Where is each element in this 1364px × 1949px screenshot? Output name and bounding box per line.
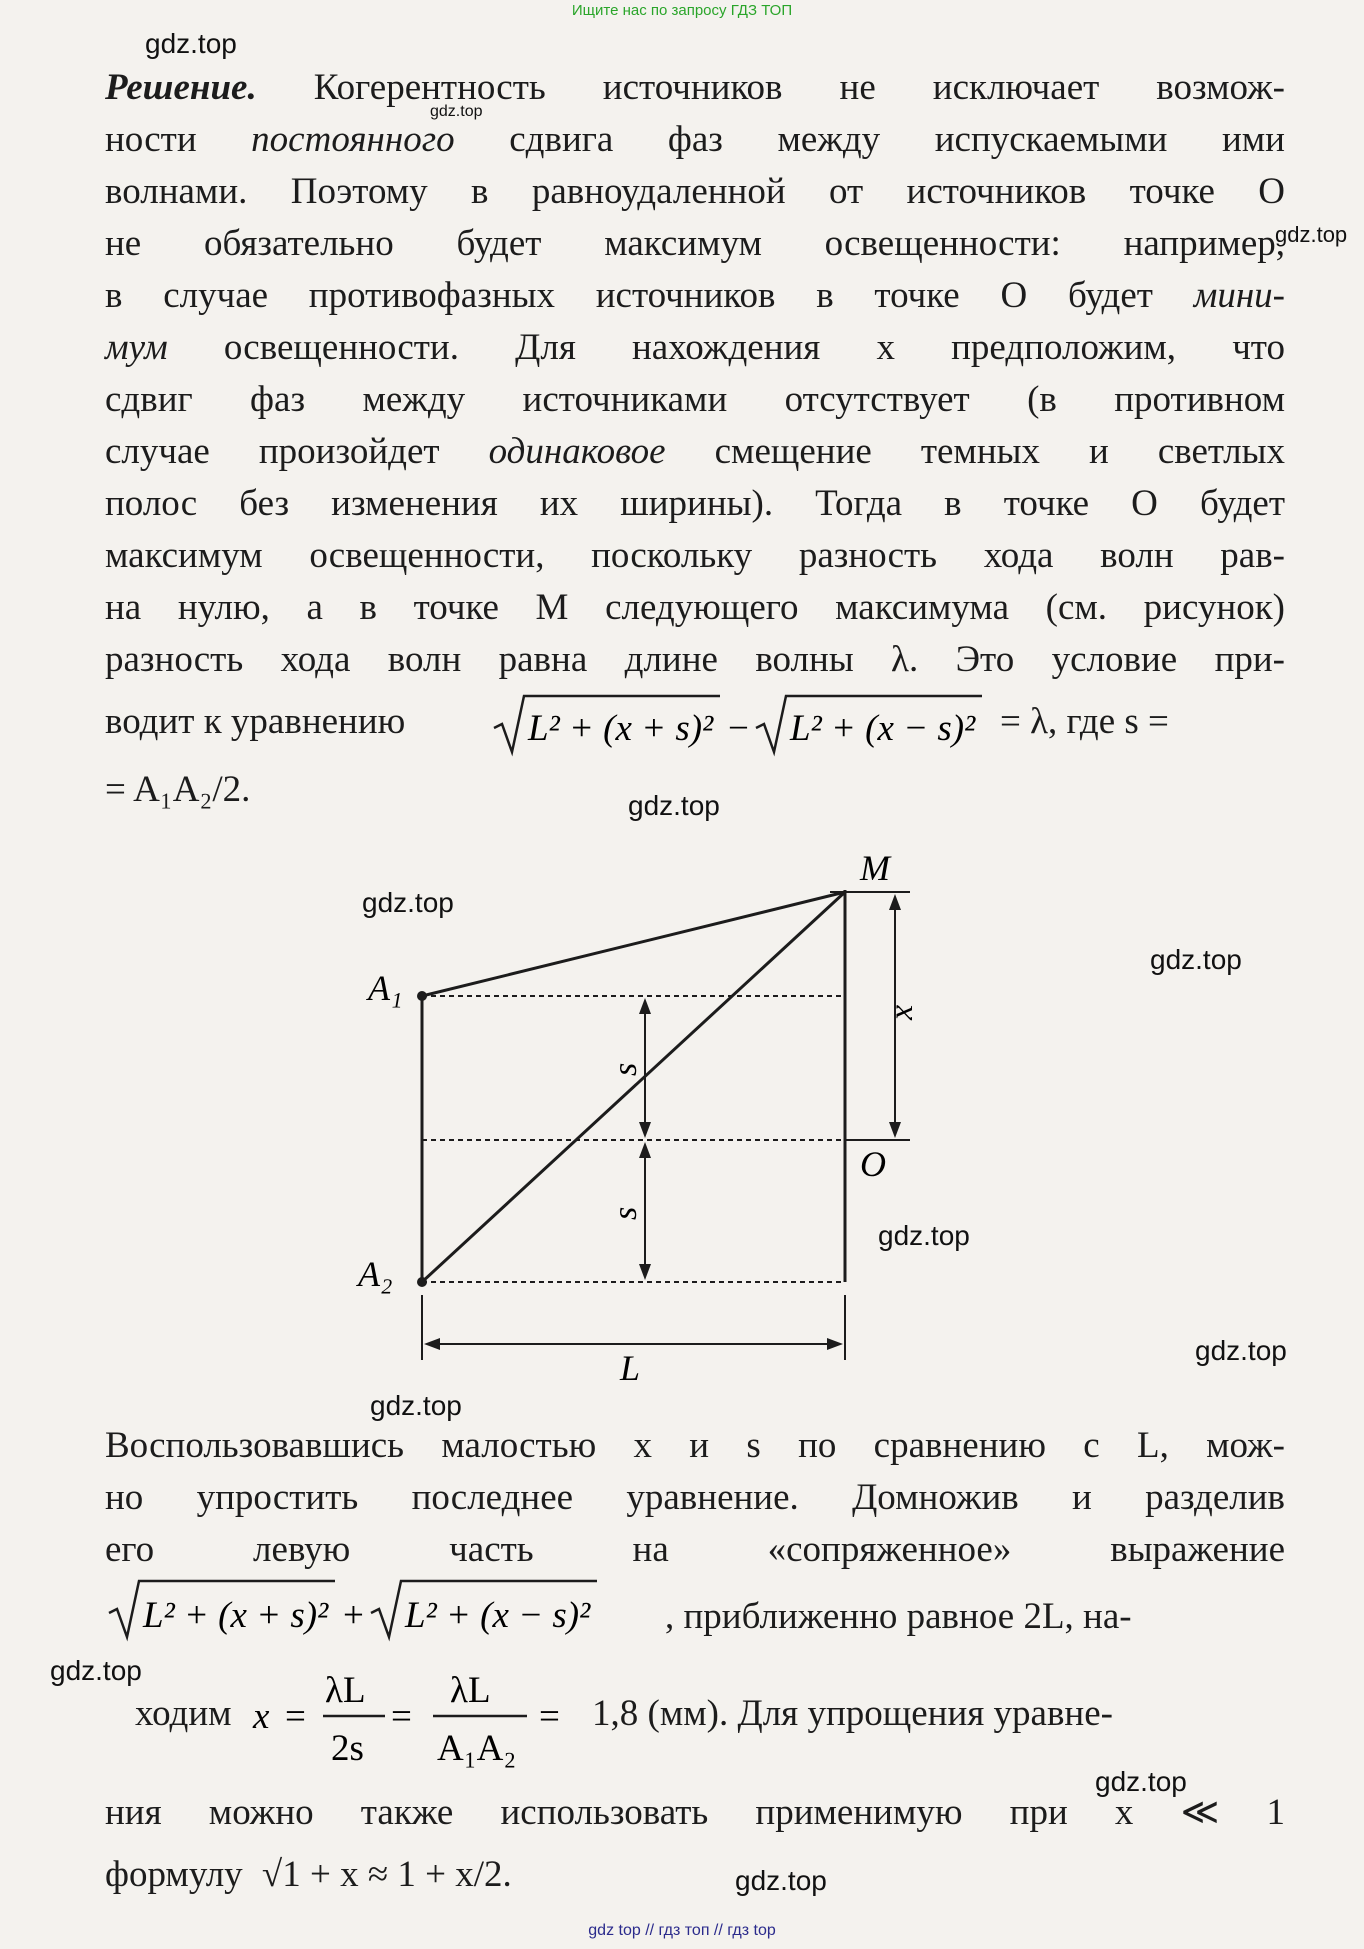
- point-A1: [417, 991, 427, 1001]
- text: случае произойдет: [105, 431, 489, 472]
- arrowhead: [424, 1338, 440, 1350]
- watermark: gdz.top: [145, 28, 237, 59]
- minus-sign: −: [728, 708, 749, 749]
- watermark: gdz.top: [735, 1865, 827, 1896]
- text: водит к уравнению: [105, 701, 406, 742]
- watermark: gdz.top: [1195, 1335, 1287, 1366]
- approx-formula: √1 + x ≈ 1 + x/2.: [261, 1854, 512, 1895]
- watermark: gdz.top: [1275, 222, 1348, 247]
- equals-sign: =: [285, 1696, 306, 1737]
- solution-heading: Решение.: [105, 67, 257, 108]
- emphasis: одинаковое: [488, 431, 666, 472]
- text-line: не обязательно будет максимум освещенности: например,: [105, 223, 1285, 264]
- arrowhead: [827, 1338, 843, 1350]
- arrowhead: [639, 998, 651, 1014]
- root-term-2: L² + (x − s)²: [405, 1595, 591, 1636]
- ray-A2-M: [422, 892, 845, 1282]
- label-L: L: [620, 1348, 641, 1388]
- equation-root-difference: [490, 690, 990, 760]
- arrowhead: [889, 1122, 901, 1138]
- text-line: ния можно также использовать применимую при x ≪ 1: [105, 1792, 1285, 1833]
- root-term-1: L² + (x + s)²: [528, 708, 714, 749]
- text-line: [105, 62, 1285, 114]
- text-line: его левую часть на «сопряженное» выражение: [105, 1529, 1285, 1570]
- result-fraction: [245, 1660, 625, 1780]
- label-A1: A₁: [368, 968, 403, 1008]
- text: ходим: [135, 1693, 232, 1734]
- text-line: = A₁A₂/2.: [105, 769, 251, 810]
- watermark: gdz.top: [370, 1390, 462, 1421]
- equation-line: [105, 700, 405, 743]
- arrowhead: [639, 1142, 651, 1158]
- equals-sign: =: [539, 1696, 560, 1737]
- emphasis: постоянного: [251, 119, 455, 160]
- text-line: [105, 270, 1285, 322]
- text-line: , приближенно равное 2L, на-: [665, 1596, 1132, 1637]
- watermark: gdz.top: [878, 1220, 970, 1251]
- watermark: gdz.top: [430, 103, 483, 120]
- text: 1,8 (мм). Для упрощения уравне-: [592, 1693, 1113, 1734]
- numerator-2: λL: [450, 1670, 491, 1711]
- watermark: gdz.top: [1150, 944, 1242, 975]
- text: смещение темных и светлых: [665, 431, 1285, 472]
- denominator-1: 2s: [331, 1728, 364, 1769]
- text-line: максимум освещенности, поскольку разность хода волн рав-: [105, 535, 1285, 576]
- text: Когерентность источников не исключает возмож-: [313, 67, 1285, 108]
- text: в случае противофазных источников в точке O будет: [105, 275, 1194, 316]
- text: сдвига фаз между испускаемыми ими: [454, 119, 1285, 160]
- label-x: x: [883, 1004, 920, 1020]
- text-line: полос без изменения их ширины). Тогда в точке O будет: [105, 483, 1285, 524]
- root-term-2: L² + (x − s)²: [790, 708, 976, 749]
- text-line: [105, 322, 1285, 374]
- ray-A1-M: [422, 892, 845, 996]
- text-line: но упростить последнее уравнение. Домножив и разделив: [105, 1477, 1285, 1518]
- text-line: на нулю, а в точке M следующего максимума (см. рисунок): [105, 587, 1285, 628]
- plus-sign: +: [343, 1595, 364, 1636]
- label-O: O: [860, 1144, 886, 1184]
- text: формулу: [105, 1854, 243, 1895]
- arrowhead: [639, 1122, 651, 1138]
- text-line: [105, 1853, 512, 1896]
- root-term-1: L² + (x + s)²: [143, 1595, 329, 1636]
- equals-sign: =: [391, 1696, 412, 1737]
- footer: gdz top // гдз топ // гдз top: [588, 1922, 776, 1939]
- text: освещенности. Для нахождения x предположим, что: [167, 327, 1285, 368]
- arrowhead: [639, 1264, 651, 1280]
- conjugate-expression: [105, 1575, 675, 1645]
- label-s-upper: s: [607, 1062, 644, 1076]
- equation-rhs: = λ, где s =: [1000, 701, 1169, 742]
- arrowhead: [889, 894, 901, 910]
- denominator-2: A₁A₂: [437, 1728, 517, 1769]
- text-line: [105, 114, 1285, 166]
- label-s-lower: s: [607, 1206, 644, 1220]
- watermark: gdz.top: [362, 887, 454, 918]
- emphasis: мини-: [1193, 275, 1285, 316]
- watermark: gdz.top: [1095, 1766, 1187, 1797]
- numerator-1: λL: [325, 1670, 366, 1711]
- text-line: сдвиг фаз между источниками отсутствует (в противном: [105, 379, 1285, 420]
- var-x: x: [253, 1696, 270, 1737]
- geometry-diagram: [340, 840, 940, 1390]
- text-line: Воспользовавшись малостью x и s по сравнению с L, мож-: [105, 1425, 1285, 1466]
- watermark: gdz.top: [628, 790, 720, 821]
- emphasis: мум: [105, 327, 168, 368]
- text-line: [105, 426, 1285, 478]
- text-line: волнами. Поэтому в равноудаленной от источников точке O: [105, 171, 1285, 212]
- point-A2: [417, 1277, 427, 1287]
- top-banner: Ищите нас по запросу ГДЗ ТОП: [571, 2, 793, 19]
- text-line: разность хода волн равна длине волны λ. Это условие при-: [105, 639, 1285, 680]
- watermark: gdz.top: [50, 1655, 142, 1686]
- text: ности: [105, 119, 252, 160]
- second-paragraph: [105, 1420, 1285, 1576]
- solution-paragraph: [105, 62, 1285, 686]
- label-M: M: [860, 848, 890, 888]
- label-A2: A₂: [358, 1254, 393, 1294]
